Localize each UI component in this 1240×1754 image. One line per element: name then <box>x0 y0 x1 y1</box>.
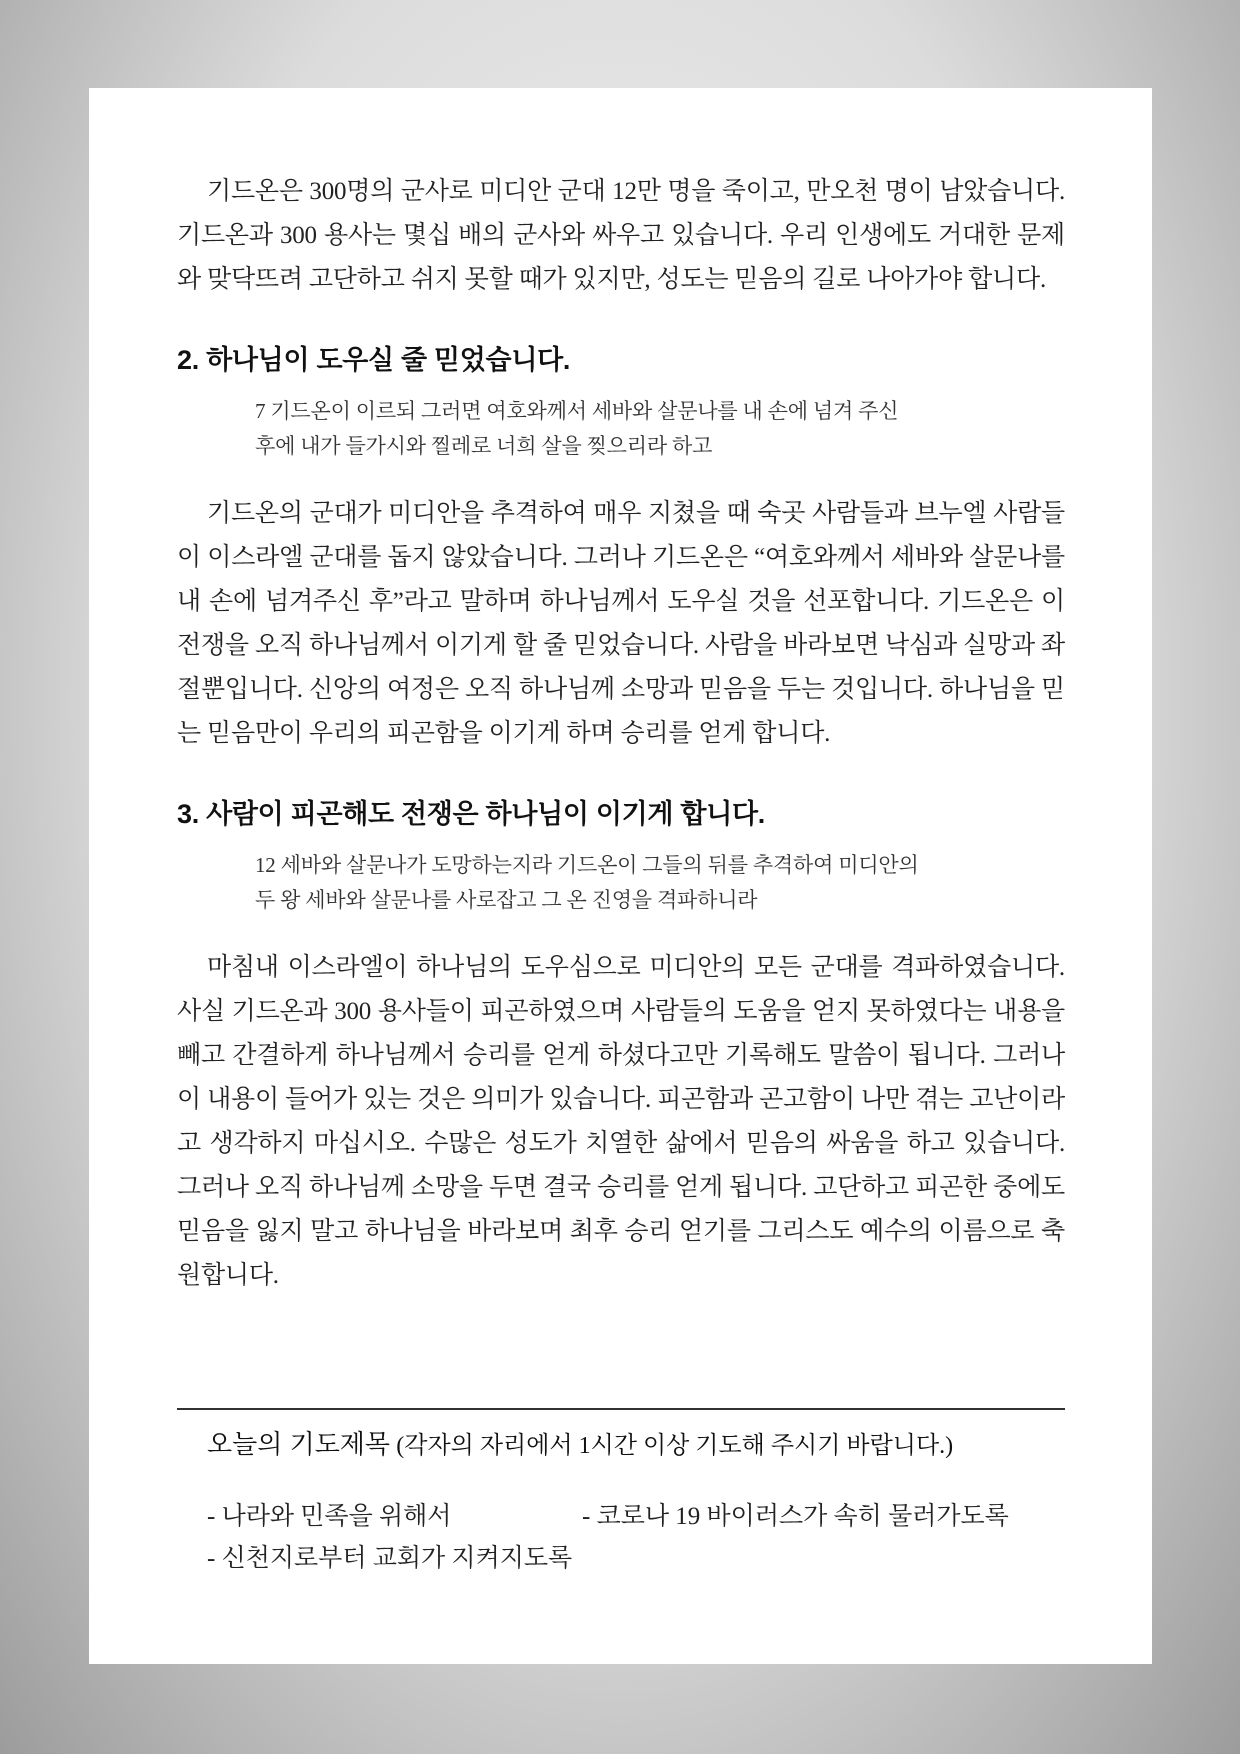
prayer-title-note: (각자의 자리에서 1시간 이상 기도해 주시기 바랍니다.) <box>396 1433 954 1459</box>
prayer-section <box>207 1424 1057 1586</box>
prayer-title <box>207 1424 1057 1466</box>
prayer-item: - 신천지로부터 교회가 지켜지도록 <box>207 1545 573 1572</box>
section-3-heading: 3. 사람이 피곤해도 전쟁은 하나님이 이기게 합니다. <box>177 799 765 829</box>
section-2-heading: 2. 하나님이 도우실 줄 믿었습니다. <box>177 345 571 375</box>
verse-line: 7 기드온이 이르되 그러면 여호와께서 세바와 살문나를 내 손에 넘겨 주신 <box>255 399 899 423</box>
divider <box>177 1408 1065 1410</box>
intro-paragraph: 기드온은 300명의 군사로 미디안 군대 12만 명을 죽이고, 만오천 명이 남았습니다. 기드온과 300 용사는 몇십 배의 군사와 싸우고 있습니다. 우리 인생에도 거대한 문제와 맞닥뜨려 고단하고 쉬지 못할 때가 있지만, 성도는 믿음의 길로 나아가야 합니다. <box>177 178 1065 293</box>
verse-line: 두 왕 세바와 살문나를 사로잡고 그 온 진영을 격파하니라 <box>255 888 758 912</box>
section-2-verse <box>255 394 1015 464</box>
section-3-verse <box>255 848 1015 918</box>
prayer-title-label: 오늘의 기도제목 <box>207 1429 391 1459</box>
verse-line: 12 세바와 살문나가 도망하는지라 기드온이 그들의 뒤를 추격하여 미디안의 <box>255 853 919 877</box>
prayer-item: - 코로나 19 바이러스가 속히 물러가도록 <box>582 1503 1009 1530</box>
section-2-paragraph: 기드온의 군대가 미디안을 추격하여 매우 지쳤을 때 숙곳 사람들과 브누엘 사람들이 이스라엘 군대를 돕지 않았습니다. 그러나 기드온은 “여호와께서 세바와 살문나를 내 손에 넘겨주신 후”라고 말하며 하나님께서 도우실 것을 선포합니다. 기드온은 이 전쟁을 오직 하나님께서 이기게 할 줄 믿었습니다. 사람을 바라보면 낙심과 실망과 좌절뿐입니다. 신앙의 여정은 오직 하나님께 소망과 믿음을 두는 것입니다. 하나님을 믿는 믿음만이 우리의 피곤함을 이기게 하며 승리를 얻게 합니다. <box>177 500 1065 747</box>
document-page <box>89 88 1152 1664</box>
prayer-item: - 나라와 민족을 위해서 <box>207 1503 452 1530</box>
verse-line: 후에 내가 들가시와 찔레로 너희 살을 찢으리라 하고 <box>255 434 713 458</box>
section-3-paragraph: 마침내 이스라엘이 하나님의 도우심으로 미디안의 모든 군대를 격파하였습니다. 사실 기드온과 300 용사들이 피곤하였으며 사람들의 도움을 얻지 못하였다는 내용을 빼고 간결하게 하나님께서 승리를 얻게 하셨다고만 기록해도 말씀이 됩니다. 그러나 이 내용이 들어가 있는 것은 의미가 있습니다. 피곤함과 곤고함이 나만 겪는 고난이라고 생각하지 마십시오. 수많은 성도가 치열한 삶에서 믿음의 싸움을 하고 있습니다. 그러나 오직 하나님께 소망을 두면 결국 승리를 얻게 됩니다. 고단하고 피곤한 중에도 믿음을 잃지 말고 하나님을 바라보며 최후 승리 얻기를 그리스도 예수의 이름으로 축원합니다. <box>177 954 1065 1289</box>
prayer-items <box>207 1496 1057 1586</box>
sermon-body <box>177 170 1065 1298</box>
